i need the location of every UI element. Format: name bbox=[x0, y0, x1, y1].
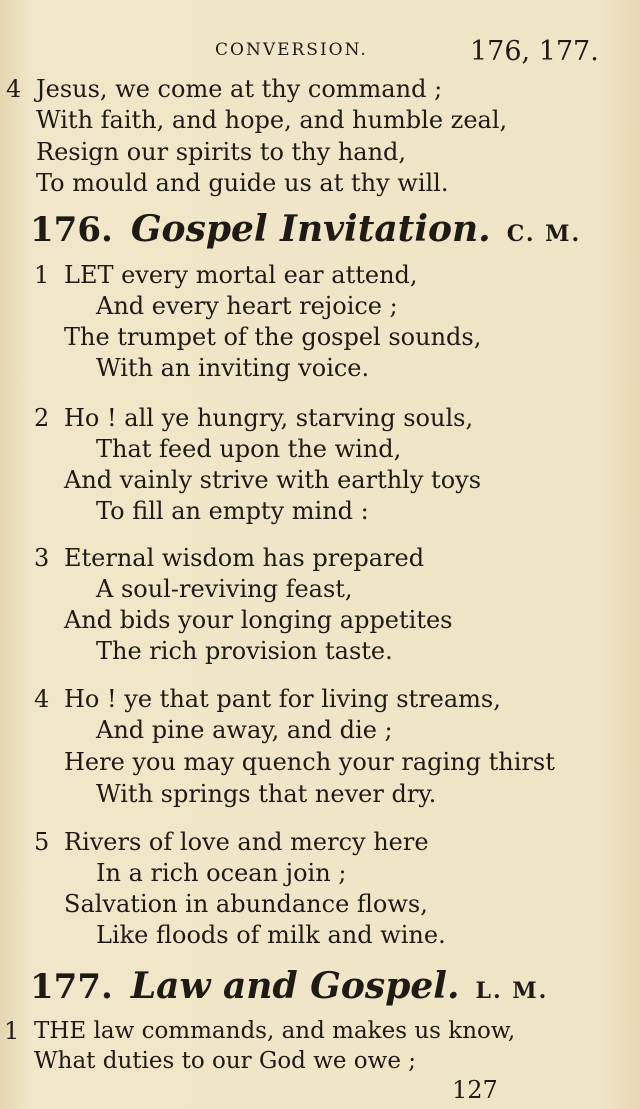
verse-line: Here you may quench your raging thirst bbox=[64, 748, 555, 776]
verse-line: Rivers of love and mercy here bbox=[64, 828, 429, 856]
verse-line: With faith, and hope, and humble zeal, bbox=[36, 106, 508, 134]
running-head bbox=[0, 36, 640, 66]
hymn-heading bbox=[30, 964, 548, 1015]
verse-line: Jesus, we come at thy command ; bbox=[36, 75, 443, 103]
page-number: 127 bbox=[452, 1076, 498, 1104]
hymn-heading bbox=[30, 207, 581, 258]
verse-line: What duties to our God we owe ; bbox=[34, 1048, 417, 1074]
verse-line: And every heart rejoice ; bbox=[96, 292, 398, 320]
verse-number: 5 bbox=[34, 828, 50, 856]
verse-line: LET every mortal ear attend, bbox=[64, 261, 418, 289]
hymn-range: 176, 177. bbox=[470, 36, 599, 67]
verse-line: Ho ! all ye hungry, starving souls, bbox=[64, 404, 474, 432]
verse-line: Resign our spirits to thy hand, bbox=[36, 138, 407, 166]
verse-line: And pine away, and die ; bbox=[96, 716, 393, 744]
verse-number: 1 bbox=[4, 1017, 20, 1045]
verse-line: With springs that never dry. bbox=[96, 780, 437, 808]
verse-line: A soul-reviving feast, bbox=[96, 575, 353, 603]
verse-number: 1 bbox=[34, 261, 50, 289]
verse-line: And vainly strive with earthly toys bbox=[64, 466, 482, 494]
verse-line: In a rich ocean join ; bbox=[96, 859, 347, 887]
verse-number: 4 bbox=[6, 75, 22, 103]
hymn-number: 176. bbox=[30, 210, 113, 250]
verse-line: THE law commands, and makes us know, bbox=[34, 1018, 516, 1044]
verse-line: Ho ! ye that pant for living streams, bbox=[64, 685, 501, 713]
verse-line: To fill an empty mind : bbox=[96, 497, 369, 525]
verse-line: That feed upon the wind, bbox=[96, 435, 402, 463]
verse-number: 3 bbox=[34, 544, 50, 572]
hymn-number: 177. bbox=[30, 967, 113, 1007]
hymn-meter: C. M. bbox=[506, 221, 582, 247]
verse-line: To mould and guide us at thy will. bbox=[36, 169, 449, 197]
verse-line: And bids your longing appetites bbox=[64, 606, 453, 634]
verse-line: Eternal wisdom has prepared bbox=[64, 544, 425, 572]
hymn-title: Gospel Invitation. bbox=[130, 208, 491, 250]
verse-number: 2 bbox=[34, 404, 50, 432]
verse-line: Like floods of milk and wine. bbox=[96, 921, 446, 949]
verse-line: The rich provision taste. bbox=[96, 637, 393, 665]
verse-line: The trumpet of the gospel sounds, bbox=[64, 323, 482, 351]
hymn-meter: L. M. bbox=[475, 978, 549, 1004]
verse-number: 4 bbox=[34, 685, 50, 713]
section-title: CONVERSION. bbox=[215, 40, 368, 60]
hymn-title: Law and Gospel. bbox=[130, 965, 460, 1007]
verse-line: Salvation in abundance flows, bbox=[64, 890, 428, 918]
verse-line: With an inviting voice. bbox=[96, 354, 370, 382]
